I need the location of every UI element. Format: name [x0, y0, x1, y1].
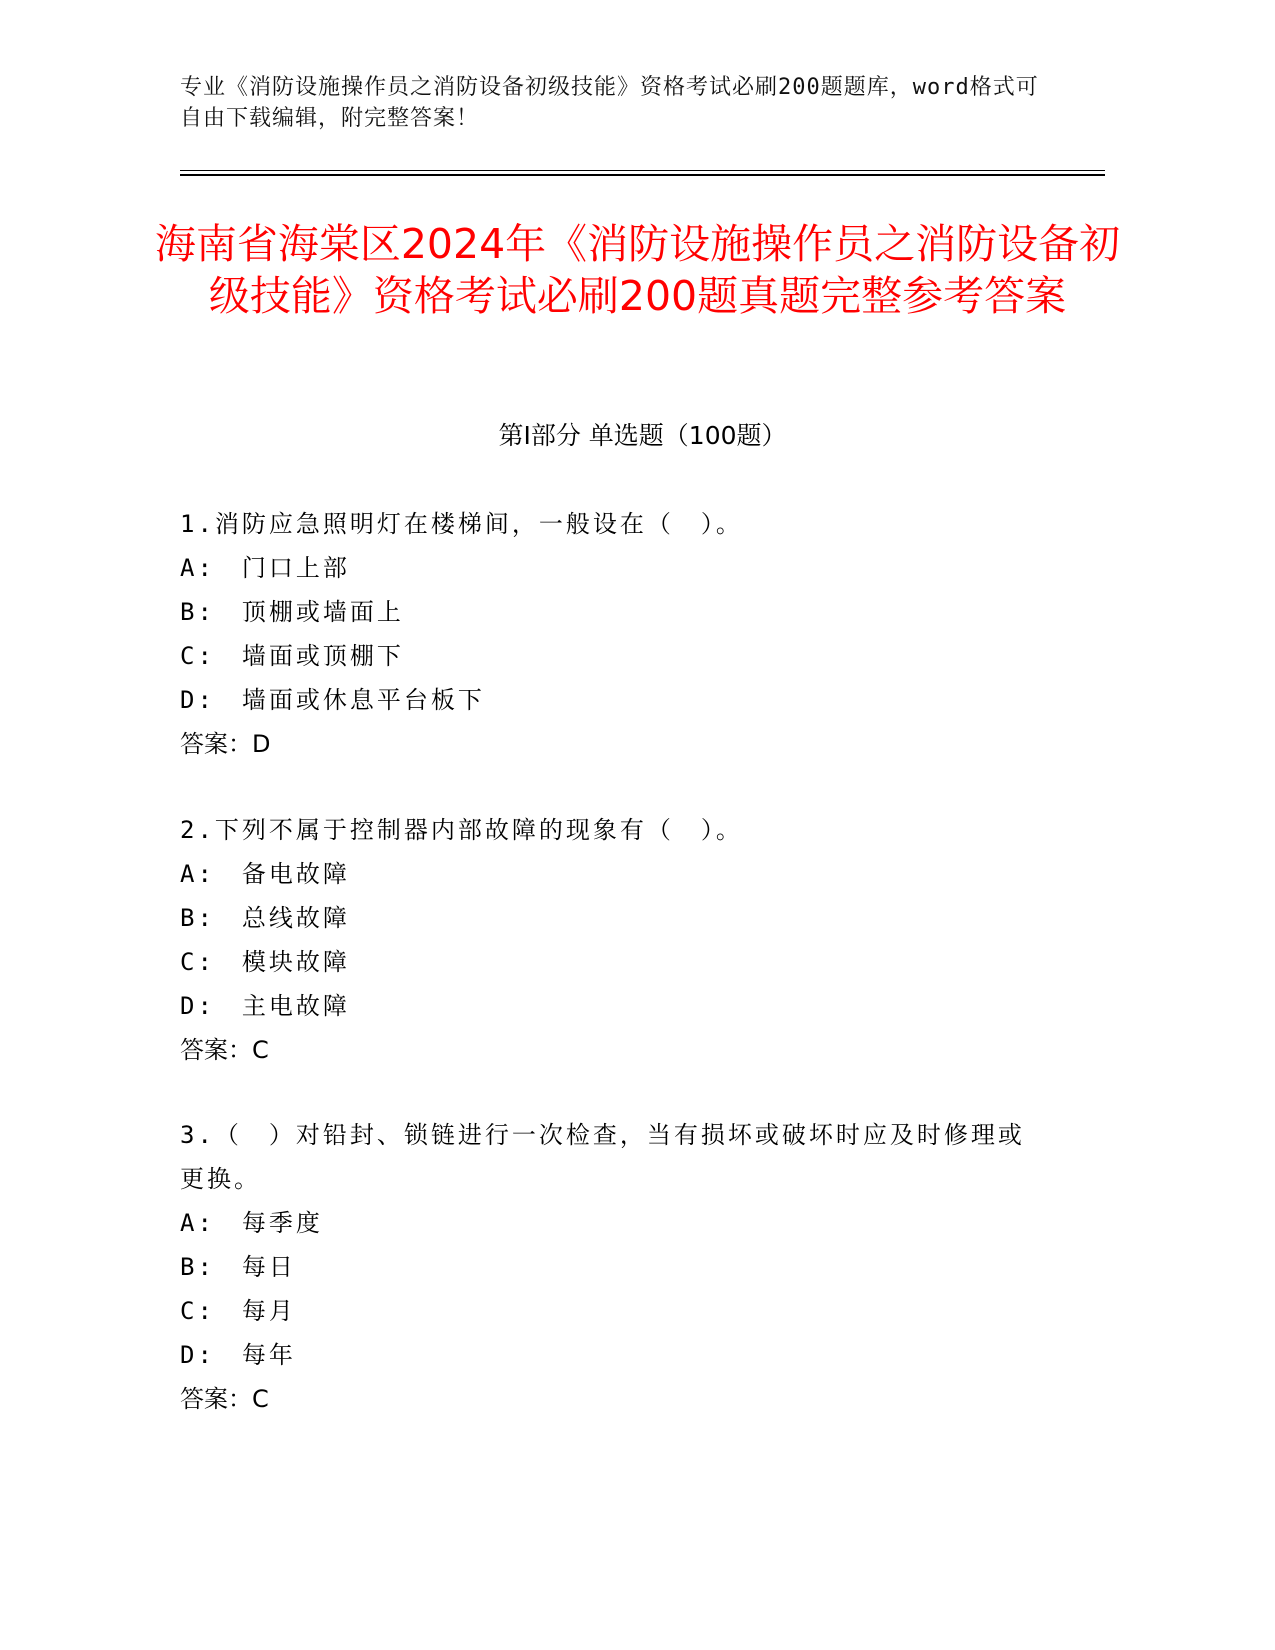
- answer: 答案：C: [180, 1036, 269, 1064]
- option-d: D: 主电故障: [180, 992, 350, 1020]
- option-d: D: 墙面或休息平台板下: [180, 686, 485, 714]
- option-c: C: 每月: [180, 1297, 296, 1325]
- option-b: B: 总线故障: [180, 904, 350, 932]
- question-2: [180, 808, 1040, 1072]
- question-stem: 1.消防应急照明灯在楼梯间，一般设在（ ）。: [180, 510, 743, 538]
- option-a: A: 每季度: [180, 1209, 323, 1237]
- option-d: D: 每年: [180, 1341, 296, 1369]
- answer: 答案：C: [180, 1385, 269, 1413]
- option-c: C: 墙面或顶棚下: [180, 642, 404, 670]
- option-c: C: 模块故障: [180, 948, 350, 976]
- header-rule-thick: [180, 174, 1105, 176]
- question-3: [180, 1113, 1040, 1421]
- header-note: 专业《消防设施操作员之消防设备初级技能》资格考试必刷200题题库，word格式可自由下载编辑，附完整答案！: [180, 75, 1039, 131]
- option-b: B: 顶棚或墙面上: [180, 598, 404, 626]
- header-rule-thin: [180, 170, 1105, 171]
- option-a: A: 门口上部: [180, 554, 350, 582]
- question-stem: 2.下列不属于控制器内部故障的现象有（ ）。: [180, 816, 743, 844]
- question-1: [180, 502, 1040, 766]
- answer: 答案：D: [180, 730, 271, 758]
- question-stem: 3.（ ）对铅封、锁链进行一次检查，当有损坏或破坏时应及时修理或更换。: [180, 1121, 1025, 1193]
- document-title: 海南省海棠区2024年《消防设施操作员之消防设备初级技能》资格考试必刷200题真题完整参考答案: [154, 220, 1121, 320]
- option-b: B: 每日: [180, 1253, 296, 1281]
- section-title: 第Ⅰ部分 单选题（100题）: [498, 421, 787, 450]
- option-a: A: 备电故障: [180, 860, 350, 888]
